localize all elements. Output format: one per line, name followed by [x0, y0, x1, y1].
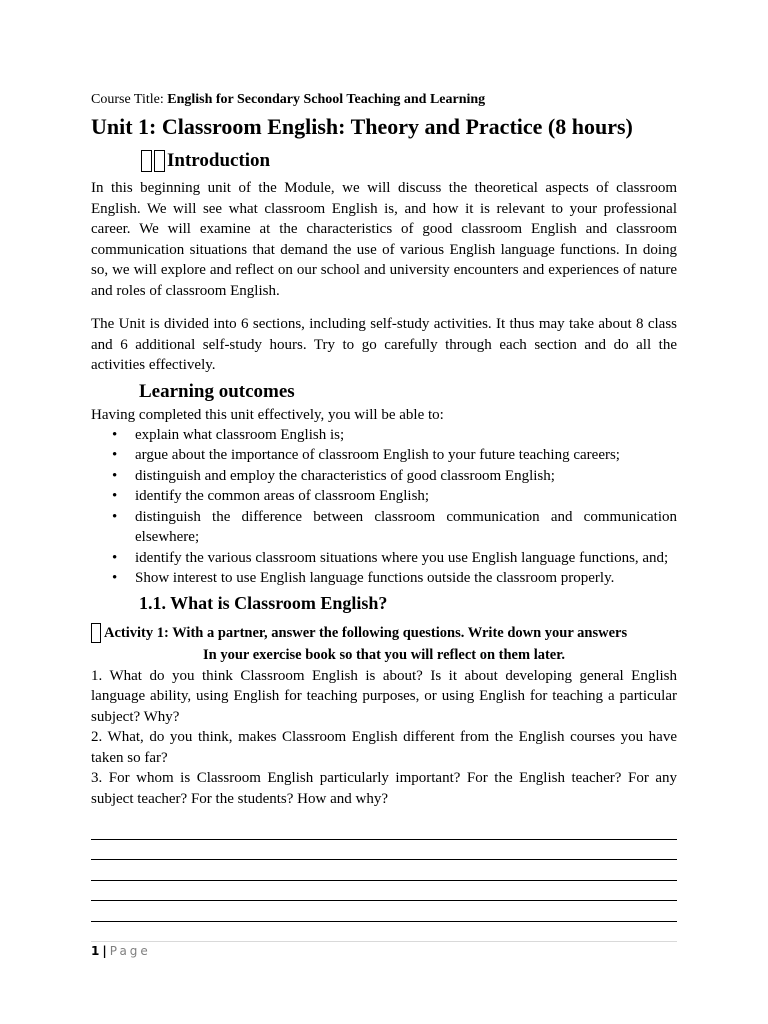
answer-lines [91, 819, 677, 922]
activity-1-instruction [91, 622, 677, 644]
unit-title: Unit 1: Classroom English: Theory and Practice (8 hours) [91, 114, 633, 139]
missing-glyph-icon [154, 150, 165, 172]
activity-subline: In your exercise book so that you will reflect on them later. [203, 646, 565, 663]
answer-line [91, 881, 677, 902]
learning-outcomes-heading: Learning outcomes [139, 380, 295, 402]
page-footer [91, 943, 151, 959]
learning-outcomes-list [91, 425, 677, 589]
page-label: Page [109, 944, 151, 958]
list-item: • identify the various classroom situations where you use English language functions, and; [135, 548, 677, 569]
section-1-1-heading: 1.1. What is Classroom English? [139, 592, 388, 613]
footer-divider [91, 941, 677, 942]
introduction-paragraph-1: In this beginning unit of the Module, we will discuss the theoretical aspects of classroom English. We will see what classroom English is, and how it is relevant to your professional career. We will examine at the characteristics of good classroom English and classroom communication situations that demand the use of various English language functions. In doing so, we will explore and reflect on our school and university encounters and experiences of nature and roles of classroom English. [91, 180, 677, 299]
introduction-heading [141, 148, 677, 174]
question-3: 3. For whom is Classroom English particularly important? For the English teacher? For any subject teacher? For the students? How and why? [91, 770, 677, 807]
question-2: 2. What, do you think, makes Classroom English different from the English courses you have taken so far? [91, 729, 677, 766]
footer-separator: | [102, 944, 107, 958]
answer-line [91, 860, 677, 881]
list-item: • argue about the importance of classroom English to your future teaching careers; [135, 445, 677, 466]
activity-text: : With a partner, answer the following questions. Write down your answers [164, 624, 628, 641]
list-item: • Show interest to use English language functions outside the classroom properly. [135, 568, 677, 589]
list-item: • distinguish and employ the characteristics of good classroom English; [135, 466, 677, 487]
course-title: English for Secondary School Teaching and Learning [167, 92, 486, 107]
answer-line [91, 819, 677, 840]
learning-outcomes-lead: Having completed this unit effectively, you will be able to: [91, 406, 444, 423]
course-title-line [91, 90, 677, 110]
question-1: 1. What do you think Classroom English is about? Is it about developing general English language ability, using English for teaching purposes, or using English for teaching a particular subject? Why? [91, 667, 677, 725]
answer-line [91, 840, 677, 861]
page-number: 1 [91, 944, 100, 958]
list-item: • distinguish the difference between classroom communication and communication elsewhere; [135, 507, 677, 548]
introduction-paragraph-2: The Unit is divided into 6 sections, including self-study activities. It thus may take about 8 class and 6 additional self-study hours. Try to go carefully through each section and do all the activities effectively. [91, 316, 677, 373]
missing-glyph-icon [91, 623, 101, 643]
introduction-heading-text: Introduction [167, 150, 271, 171]
missing-glyph-icon [141, 150, 152, 172]
activity-label: Activity 1 [104, 624, 164, 641]
course-title-label: Course Title: [91, 92, 168, 107]
list-item: • identify the common areas of classroom English; [135, 486, 677, 507]
answer-line [91, 901, 677, 922]
list-item: • explain what classroom English is; [135, 425, 677, 446]
page-content [91, 90, 677, 922]
